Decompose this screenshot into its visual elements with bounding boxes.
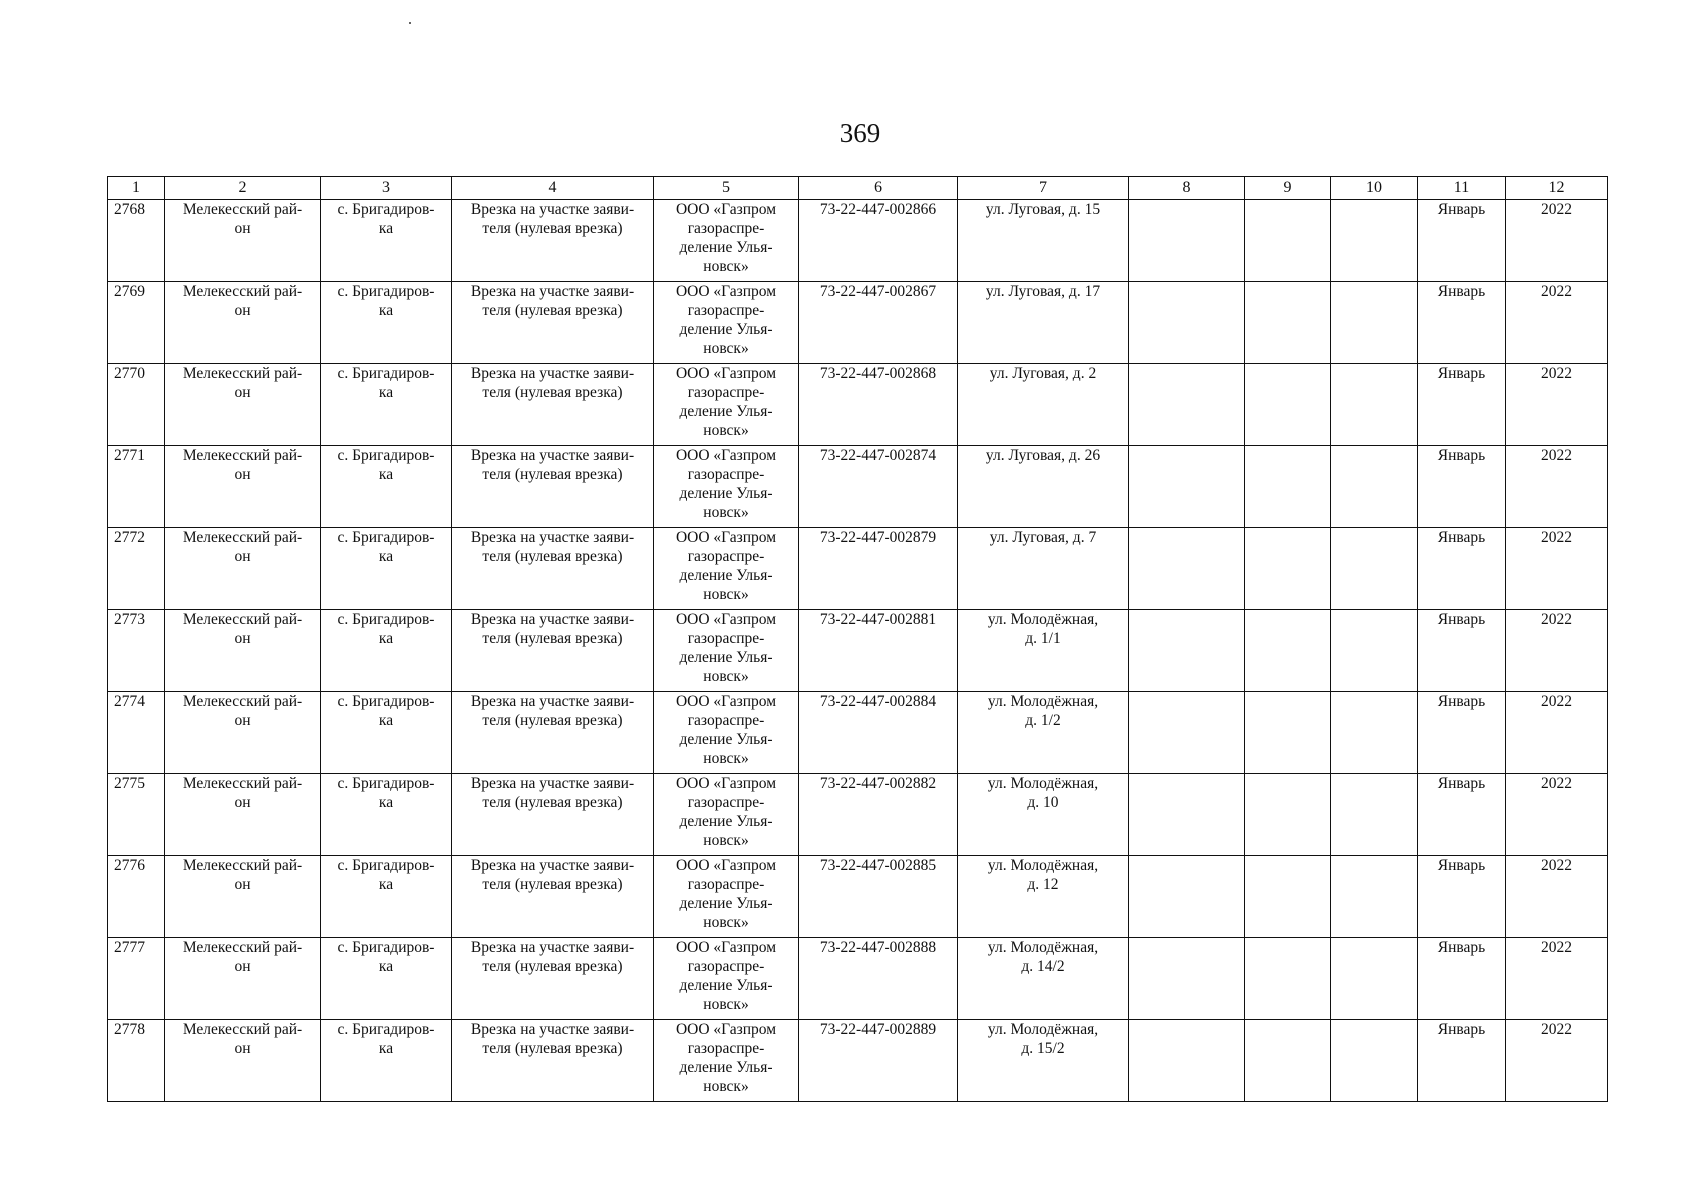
cell-column-10-value <box>1331 692 1418 774</box>
district-text: Мелекесский рай- он <box>182 201 303 237</box>
cell-column-10-value <box>1331 856 1418 938</box>
cell-connection-type <box>452 774 654 856</box>
gas-connection-register-table <box>107 176 1608 1102</box>
object-code-text: 73-22-447-002874 <box>819 447 937 464</box>
cell-object-code <box>799 856 958 938</box>
cell-year <box>1506 610 1608 692</box>
cell-district <box>165 938 321 1020</box>
district-text: Мелекесский рай- он <box>182 693 303 729</box>
connection-type-text: Врезка на участке заяви- теля (нулевая врезка) <box>470 939 635 975</box>
cell-year <box>1506 692 1608 774</box>
cell-column-10-value <box>1331 610 1418 692</box>
cell-column-10-value <box>1331 938 1418 1020</box>
cell-year <box>1506 200 1608 282</box>
cell-column-9-value <box>1245 446 1331 528</box>
table-row <box>108 1020 1608 1102</box>
district-text: Мелекесский рай- он <box>182 1021 303 1057</box>
cell-column-9-value <box>1245 364 1331 446</box>
cell-operator <box>654 282 799 364</box>
cell-connection-type <box>452 1020 654 1102</box>
cell-column-10-value <box>1331 282 1418 364</box>
month-text: Январь <box>1437 939 1486 956</box>
record-number-text: 2772 <box>114 529 145 546</box>
cell-column-8-value <box>1129 774 1245 856</box>
cell-month <box>1418 856 1506 938</box>
cell-record-number <box>108 1020 165 1102</box>
settlement-text: с. Бригадиров- ка <box>337 693 435 729</box>
cell-column-8-value <box>1129 1020 1245 1102</box>
cell-column-10-value <box>1331 446 1418 528</box>
year-text: 2022 <box>1541 447 1572 464</box>
table-row <box>108 446 1608 528</box>
cell-column-8-value <box>1129 200 1245 282</box>
cell-settlement <box>321 1020 452 1102</box>
operator-text: ООО «Газпром газораспре- деление Улья- новск» <box>675 283 777 357</box>
cell-record-number <box>108 528 165 610</box>
settlement-text: с. Бригадиров- ка <box>337 857 435 893</box>
settlement-text: с. Бригадиров- ка <box>337 1021 435 1057</box>
address-text: ул. Луговая, д. 17 <box>985 283 1101 300</box>
cell-month <box>1418 692 1506 774</box>
cell-district <box>165 364 321 446</box>
column-header-9: 9 <box>1245 177 1331 200</box>
cell-operator <box>654 774 799 856</box>
cell-column-10-value <box>1331 528 1418 610</box>
column-header-8: 8 <box>1129 177 1245 200</box>
cell-month <box>1418 774 1506 856</box>
cell-column-8-value <box>1129 364 1245 446</box>
cell-district <box>165 446 321 528</box>
address-text: ул. Молодёжная, д. 1/2 <box>987 693 1099 729</box>
cell-month <box>1418 200 1506 282</box>
object-code-text: 73-22-447-002885 <box>819 857 937 874</box>
table-row <box>108 200 1608 282</box>
column-header-12: 12 <box>1506 177 1608 200</box>
operator-text: ООО «Газпром газораспре- деление Улья- новск» <box>675 857 777 931</box>
object-code-text: 73-22-447-002879 <box>819 529 937 546</box>
operator-text: ООО «Газпром газораспре- деление Улья- новск» <box>675 939 777 1013</box>
cell-district <box>165 282 321 364</box>
cell-settlement <box>321 528 452 610</box>
cell-address <box>958 856 1129 938</box>
table-row <box>108 856 1608 938</box>
cell-object-code <box>799 938 958 1020</box>
record-number-text: 2769 <box>114 283 145 300</box>
record-number-text: 2773 <box>114 611 145 628</box>
record-number-text: 2778 <box>114 1021 145 1038</box>
page-number: 369 <box>839 118 881 148</box>
cell-connection-type <box>452 200 654 282</box>
cell-address <box>958 938 1129 1020</box>
address-text: ул. Луговая, д. 7 <box>989 529 1097 546</box>
settlement-text: с. Бригадиров- ка <box>337 283 435 319</box>
connection-type-text: Врезка на участке заяви- теля (нулевая врезка) <box>470 529 635 565</box>
cell-column-8-value <box>1129 282 1245 364</box>
table-row <box>108 610 1608 692</box>
table-body <box>108 200 1608 1102</box>
month-text: Январь <box>1437 1021 1486 1038</box>
year-text: 2022 <box>1541 1021 1572 1038</box>
cell-year <box>1506 364 1608 446</box>
settlement-text: с. Бригадиров- ка <box>337 201 435 237</box>
object-code-text: 73-22-447-002882 <box>819 775 937 792</box>
cell-column-8-value <box>1129 856 1245 938</box>
year-text: 2022 <box>1541 939 1572 956</box>
district-text: Мелекесский рай- он <box>182 611 303 647</box>
cell-column-8-value <box>1129 446 1245 528</box>
month-text: Январь <box>1437 693 1486 710</box>
column-header-6: 6 <box>799 177 958 200</box>
cell-year <box>1506 856 1608 938</box>
cell-district <box>165 528 321 610</box>
cell-district <box>165 692 321 774</box>
cell-column-9-value <box>1245 856 1331 938</box>
cell-year <box>1506 528 1608 610</box>
year-text: 2022 <box>1541 201 1572 218</box>
cell-address <box>958 528 1129 610</box>
district-text: Мелекесский рай- он <box>182 283 303 319</box>
cell-operator <box>654 200 799 282</box>
table-row <box>108 774 1608 856</box>
cell-connection-type <box>452 938 654 1020</box>
cell-object-code <box>799 774 958 856</box>
address-text: ул. Луговая, д. 2 <box>989 365 1097 382</box>
cell-month <box>1418 938 1506 1020</box>
connection-type-text: Врезка на участке заяви- теля (нулевая врезка) <box>470 1021 635 1057</box>
object-code-text: 73-22-447-002866 <box>819 201 937 218</box>
cell-address <box>958 692 1129 774</box>
district-text: Мелекесский рай- он <box>182 857 303 893</box>
cell-settlement <box>321 200 452 282</box>
cell-connection-type <box>452 364 654 446</box>
settlement-text: с. Бригадиров- ка <box>337 447 435 483</box>
cell-operator <box>654 938 799 1020</box>
cell-record-number <box>108 774 165 856</box>
month-text: Январь <box>1437 283 1486 300</box>
cell-address <box>958 446 1129 528</box>
table-row <box>108 692 1608 774</box>
table-row <box>108 528 1608 610</box>
cell-object-code <box>799 692 958 774</box>
month-text: Январь <box>1437 365 1486 382</box>
cell-object-code <box>799 1020 958 1102</box>
year-text: 2022 <box>1541 529 1572 546</box>
district-text: Мелекесский рай- он <box>182 447 303 483</box>
cell-column-9-value <box>1245 200 1331 282</box>
cell-object-code <box>799 200 958 282</box>
cell-month <box>1418 282 1506 364</box>
cell-district <box>165 610 321 692</box>
cell-month <box>1418 446 1506 528</box>
year-text: 2022 <box>1541 365 1572 382</box>
year-text: 2022 <box>1541 857 1572 874</box>
column-header-5: 5 <box>654 177 799 200</box>
operator-text: ООО «Газпром газораспре- деление Улья- новск» <box>675 775 777 849</box>
cell-record-number <box>108 364 165 446</box>
connection-type-text: Врезка на участке заяви- теля (нулевая врезка) <box>470 611 635 647</box>
settlement-text: с. Бригадиров- ка <box>337 611 435 647</box>
column-header-7: 7 <box>958 177 1129 200</box>
address-text: ул. Луговая, д. 26 <box>985 447 1101 464</box>
cell-connection-type <box>452 446 654 528</box>
district-text: Мелекесский рай- он <box>182 365 303 401</box>
cell-year <box>1506 282 1608 364</box>
month-text: Январь <box>1437 529 1486 546</box>
operator-text: ООО «Газпром газораспре- деление Улья- новск» <box>675 447 777 521</box>
cell-operator <box>654 856 799 938</box>
cell-column-9-value <box>1245 528 1331 610</box>
cell-address <box>958 1020 1129 1102</box>
cell-object-code <box>799 446 958 528</box>
record-number-text: 2775 <box>114 775 145 792</box>
cell-record-number <box>108 282 165 364</box>
cell-connection-type <box>452 282 654 364</box>
connection-type-text: Врезка на участке заяви- теля (нулевая врезка) <box>470 447 635 483</box>
cell-column-9-value <box>1245 610 1331 692</box>
cell-column-8-value <box>1129 528 1245 610</box>
object-code-text: 73-22-447-002881 <box>819 611 937 628</box>
cell-column-9-value <box>1245 1020 1331 1102</box>
year-text: 2022 <box>1541 775 1572 792</box>
cell-connection-type <box>452 692 654 774</box>
cell-settlement <box>321 282 452 364</box>
district-text: Мелекесский рай- он <box>182 775 303 811</box>
header-row <box>108 177 1608 200</box>
cell-connection-type <box>452 610 654 692</box>
cell-address <box>958 774 1129 856</box>
cell-column-8-value <box>1129 938 1245 1020</box>
year-text: 2022 <box>1541 283 1572 300</box>
record-number-text: 2770 <box>114 365 145 382</box>
settlement-text: с. Бригадиров- ка <box>337 775 435 811</box>
record-number-text: 2777 <box>114 939 145 956</box>
scan-speck <box>409 22 411 24</box>
district-text: Мелекесский рай- он <box>182 529 303 565</box>
object-code-text: 73-22-447-002867 <box>819 283 937 300</box>
address-text: ул. Молодёжная, д. 12 <box>987 857 1099 893</box>
cell-connection-type <box>452 528 654 610</box>
cell-address <box>958 200 1129 282</box>
address-text: ул. Молодёжная, д. 1/1 <box>987 611 1099 647</box>
object-code-text: 73-22-447-002889 <box>819 1021 937 1038</box>
cell-column-10-value <box>1331 200 1418 282</box>
connection-type-text: Врезка на участке заяви- теля (нулевая врезка) <box>470 283 635 319</box>
record-number-text: 2776 <box>114 857 145 874</box>
cell-object-code <box>799 364 958 446</box>
cell-operator <box>654 610 799 692</box>
record-number-text: 2768 <box>114 201 145 218</box>
object-code-text: 73-22-447-002888 <box>819 939 937 956</box>
month-text: Январь <box>1437 775 1486 792</box>
cell-column-9-value <box>1245 938 1331 1020</box>
cell-address <box>958 610 1129 692</box>
object-code-text: 73-22-447-002868 <box>819 365 937 382</box>
cell-operator <box>654 446 799 528</box>
column-header-11: 11 <box>1418 177 1506 200</box>
connection-type-text: Врезка на участке заяви- теля (нулевая врезка) <box>470 693 635 729</box>
cell-operator <box>654 528 799 610</box>
cell-column-10-value <box>1331 774 1418 856</box>
cell-column-10-value <box>1331 1020 1418 1102</box>
cell-settlement <box>321 774 452 856</box>
operator-text: ООО «Газпром газораспре- деление Улья- новск» <box>675 529 777 603</box>
cell-settlement <box>321 856 452 938</box>
operator-text: ООО «Газпром газораспре- деление Улья- новск» <box>675 693 777 767</box>
table-row <box>108 364 1608 446</box>
cell-operator <box>654 1020 799 1102</box>
object-code-text: 73-22-447-002884 <box>819 693 937 710</box>
cell-month <box>1418 364 1506 446</box>
cell-settlement <box>321 364 452 446</box>
month-text: Январь <box>1437 857 1486 874</box>
column-header-1: 1 <box>108 177 165 200</box>
cell-record-number <box>108 692 165 774</box>
column-header-4: 4 <box>452 177 654 200</box>
month-text: Январь <box>1437 447 1486 464</box>
cell-operator <box>654 364 799 446</box>
cell-address <box>958 364 1129 446</box>
settlement-text: с. Бригадиров- ка <box>337 529 435 565</box>
cell-month <box>1418 1020 1506 1102</box>
cell-record-number <box>108 938 165 1020</box>
connection-type-text: Врезка на участке заяви- теля (нулевая врезка) <box>470 775 635 811</box>
connection-type-text: Врезка на участке заяви- теля (нулевая врезка) <box>470 201 635 237</box>
cell-year <box>1506 938 1608 1020</box>
cell-record-number <box>108 200 165 282</box>
address-text: ул. Молодёжная, д. 10 <box>987 775 1099 811</box>
cell-month <box>1418 610 1506 692</box>
month-text: Январь <box>1437 611 1486 628</box>
cell-year <box>1506 774 1608 856</box>
month-text: Январь <box>1437 201 1486 218</box>
cell-settlement <box>321 446 452 528</box>
connection-type-text: Врезка на участке заяви- теля (нулевая врезка) <box>470 857 635 893</box>
cell-address <box>958 282 1129 364</box>
connection-type-text: Врезка на участке заяви- теля (нулевая врезка) <box>470 365 635 401</box>
cell-object-code <box>799 528 958 610</box>
year-text: 2022 <box>1541 693 1572 710</box>
cell-column-8-value <box>1129 610 1245 692</box>
cell-district <box>165 856 321 938</box>
operator-text: ООО «Газпром газораспре- деление Улья- новск» <box>675 201 777 275</box>
settlement-text: с. Бригадиров- ка <box>337 939 435 975</box>
cell-year <box>1506 446 1608 528</box>
cell-settlement <box>321 610 452 692</box>
address-text: ул. Молодёжная, д. 14/2 <box>987 939 1099 975</box>
cell-column-9-value <box>1245 282 1331 364</box>
column-header-10: 10 <box>1331 177 1418 200</box>
record-number-text: 2774 <box>114 693 145 710</box>
district-text: Мелекесский рай- он <box>182 939 303 975</box>
cell-month <box>1418 528 1506 610</box>
cell-column-8-value <box>1129 692 1245 774</box>
year-text: 2022 <box>1541 611 1572 628</box>
operator-text: ООО «Газпром газораспре- деление Улья- новск» <box>675 1021 777 1095</box>
cell-object-code <box>799 282 958 364</box>
column-header-2: 2 <box>165 177 321 200</box>
operator-text: ООО «Газпром газораспре- деление Улья- новск» <box>675 365 777 439</box>
table-header <box>108 177 1608 200</box>
table-row <box>108 282 1608 364</box>
table-row <box>108 938 1608 1020</box>
address-text: ул. Луговая, д. 15 <box>985 201 1101 218</box>
cell-year <box>1506 1020 1608 1102</box>
address-text: ул. Молодёжная, д. 15/2 <box>987 1021 1099 1057</box>
cell-district <box>165 1020 321 1102</box>
cell-record-number <box>108 610 165 692</box>
cell-record-number <box>108 446 165 528</box>
column-header-3: 3 <box>321 177 452 200</box>
cell-settlement <box>321 692 452 774</box>
record-number-text: 2771 <box>114 447 145 464</box>
cell-column-10-value <box>1331 364 1418 446</box>
cell-column-9-value <box>1245 774 1331 856</box>
settlement-text: с. Бригадиров- ка <box>337 365 435 401</box>
cell-settlement <box>321 938 452 1020</box>
cell-column-9-value <box>1245 692 1331 774</box>
cell-connection-type <box>452 856 654 938</box>
cell-district <box>165 774 321 856</box>
cell-operator <box>654 692 799 774</box>
cell-record-number <box>108 856 165 938</box>
cell-object-code <box>799 610 958 692</box>
cell-district <box>165 200 321 282</box>
operator-text: ООО «Газпром газораспре- деление Улья- новск» <box>675 611 777 685</box>
